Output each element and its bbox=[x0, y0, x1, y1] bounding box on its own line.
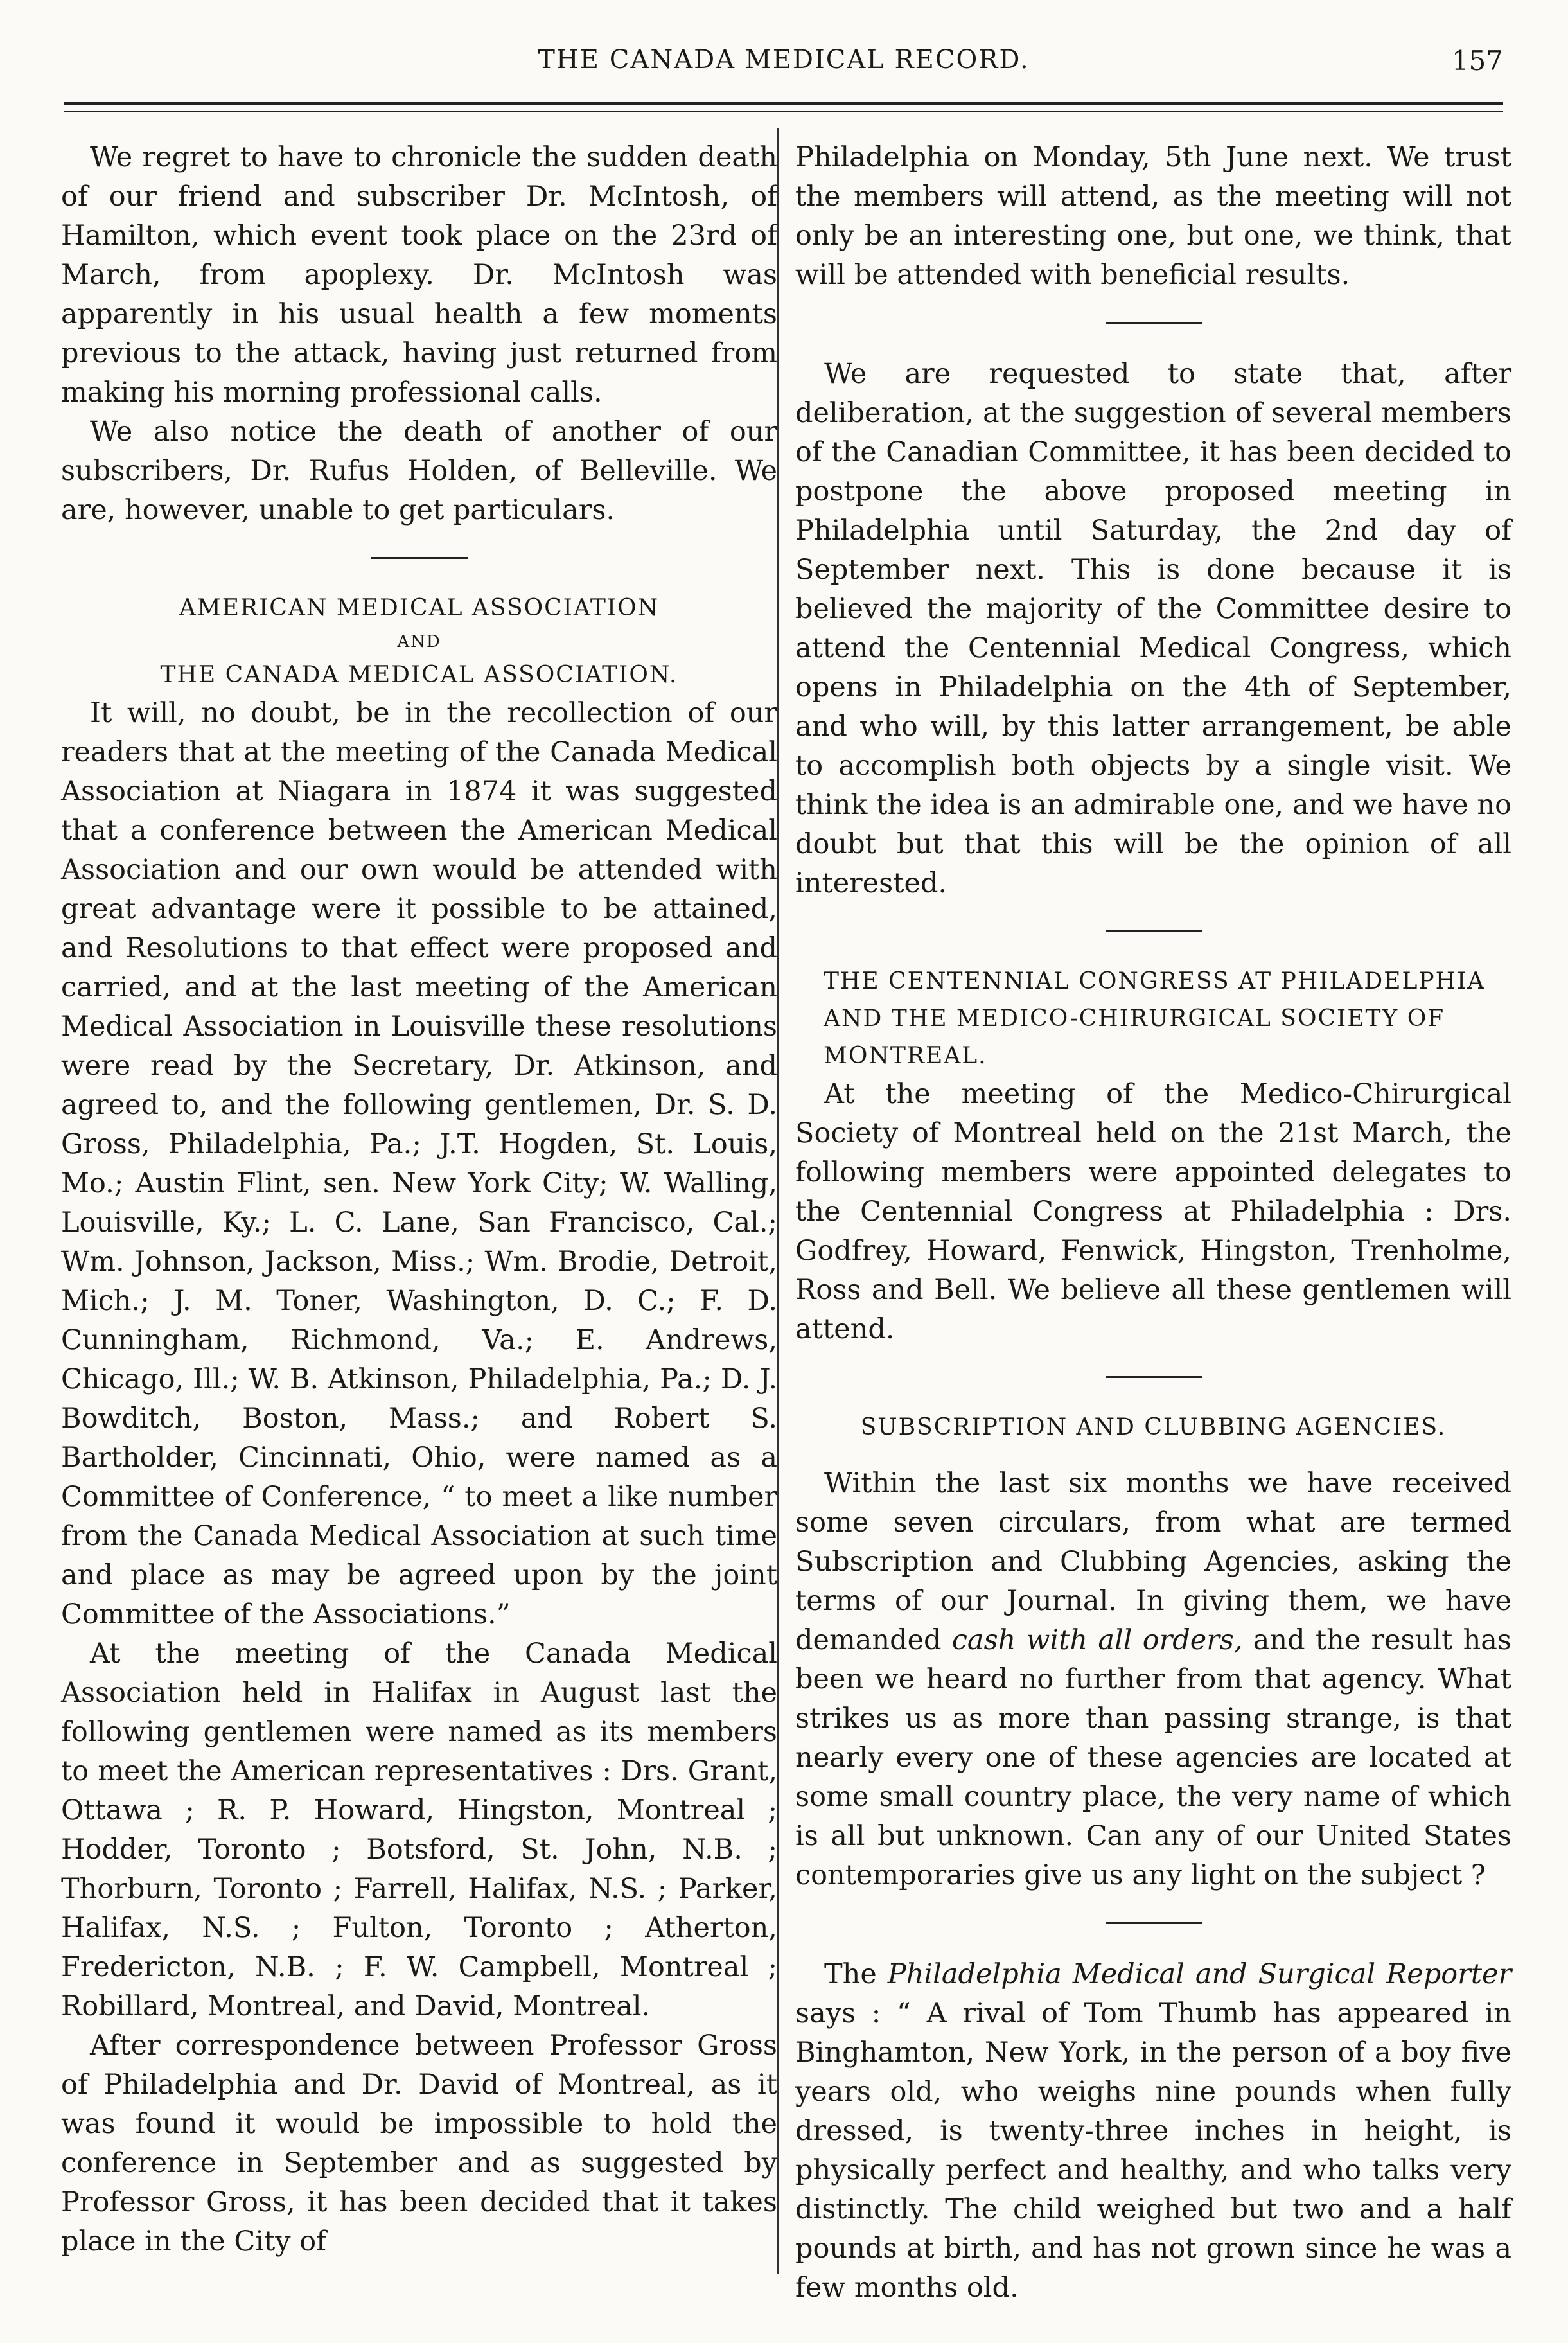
header-rule-thin bbox=[64, 111, 1503, 112]
right-column bbox=[795, 138, 1511, 2308]
page-number: 157 bbox=[1451, 45, 1503, 76]
subscription-heading: SUBSCRIPTION AND CLUBBING AGENCIES. bbox=[860, 1414, 1447, 1440]
ama-paragraph-3: After correspondence between Professor Gross of Philadelphia and Dr. David of Montreal, as it was found it would be impossible to hold the conference in September and as suggested by Professor Gross, it has been decided that it takes place in the City of bbox=[61, 2029, 777, 2258]
postponement-paragraph: We are requested to state that, after deliberation, at the suggestion of several members of the Canadian Committee, it has been decided to postpone the above proposed meeting in Philadelphia until Saturday, the 2nd day of September next. This is done because it is believed the majority of the Committee desire to attend the Centennial Medical Congress, which opens in Philadelphia on the 4th of September, and who will, by this latter arrangement, be able to accomplish both objects by a single visit. We think the idea is an admirable one, and we have no doubt but that this will be the opinion of all interested. bbox=[795, 358, 1511, 899]
obituary-holden: We also notice the death of another of our subscribers, Dr. Rufus Holden, of Belleville. We are, however, unable to get particulars. bbox=[61, 416, 777, 526]
tom-thumb-paragraph: The Philadelphia Medical and Surgical Reporter says : “ A rival of Tom Thumb has appeared in Binghamton, New York, in the person of a boy five years old, who weighs nine pounds when fully dressed, is twenty-three inches in height, is physically perfect and healthy, and who talks very distinctly. The child weighed but two and a half pounds at birth, and has not grown since he was a few months old. bbox=[795, 1958, 1511, 2304]
section-divider bbox=[1106, 1376, 1202, 1378]
section-divider bbox=[1106, 930, 1202, 932]
centennial-paragraph: At the meeting of the Medico-Chirurgical Society of Montreal held on the 21st March, the following members were appointed delegates to the Centennial Congress at Philadelphia : Drs. Godfrey, Howard, Fenwick, Hingston, Trenholme, Ross and Bell. We believe all these gentlemen will attend. bbox=[795, 1078, 1511, 1345]
obituary-mcintosh: We regret to have to chronicle the sudden death of our friend and subscriber Dr. McIntosh, of Hamilton, which event took place on the 23rd of March, from apoplexy. Dr. McIntosh was apparently in his usual health a few moments previous to the attack, having just returned from making his morning professional calls. bbox=[61, 141, 777, 409]
left-column bbox=[61, 138, 777, 2261]
ama-paragraph-1: It will, no doubt, be in the recollection of our readers that at the meeting of the Canada Medical Association at Niagara in 1874 it was suggested that a conference between the American Medical Association and our own would be attended with great advantage were it possible to be attained, and Resolutions to that effect were proposed and carried, and at the last meeting of the American Medical Association in Louisville these resolutions were read by the Secretary, Dr. Atkinson, and agreed to, and the following gentlemen, Dr. S. D. Gross, Philadelphia, Pa.; J.T. Hogden, St. Louis, Mo.; Austin Flint, sen. New York City; W. Walling, Louisville, Ky.; L. C. Lane, San Francisco, Cal.; Wm. Johnson, Jackson, Miss.; Wm. Brodie, Detroit, Mich.; J. M. Toner, Washington, D. C.; F. D. Cunningham, Richmond, Va.; E. Andrews, Chicago, Ill.; W. B. Atkinson, Philadelphia, Pa.; D. J. Bowditch, Boston, Mass.; and Robert S. Bartholder, Cincinnati, Ohio, were named as a Committee of Conference, “ to meet a like number from the Canada Medical Association at such time and place as may be agreed upon by the joint Committee of the Associations.” bbox=[61, 697, 777, 1631]
section-divider bbox=[1106, 322, 1202, 324]
ama-heading-line-2: AND bbox=[397, 632, 441, 651]
ama-continuation: Philadelphia on Monday, 5th June next. We trust the members will attend, as the meeting will not only be an interesting one, but one, we think, that will be attended with beneficial results. bbox=[795, 141, 1511, 291]
header-rule-thick bbox=[64, 102, 1503, 105]
ama-heading-line-1: AMERICAN MEDICAL ASSOCIATION bbox=[179, 595, 660, 621]
page-header bbox=[64, 45, 1503, 96]
centennial-heading: THE CENTENNIAL CONGRESS AT PHILADELPHIA AND THE MEDICO-CHIRURGICAL SOCIETY OF MONTREAL. bbox=[824, 968, 1486, 1069]
ama-paragraph-2: At the meeting of the Canada Medical Association held in Halifax in August last the following gentlemen were named as its members to meet the American representatives : Drs. Grant, Ottawa ; R. P. Howard, Hingston, Montreal ; Hodder, Toronto ; Botsford, St. John, N.B. ; Thorburn, Toronto ; Farrell, Halifax, N.S. ; Parker, Halifax, N.S. ; Fulton, Toronto ; Atherton, Fredericton, N.B. ; F. W. Campbell, Montreal ; Robillard, Montreal, and David, Montreal. bbox=[61, 1638, 777, 2022]
emphasis-cash-orders: cash with all orders, bbox=[951, 1624, 1243, 1656]
journal-title: Philadelphia Medical and Surgical Reporter bbox=[887, 1958, 1511, 1990]
running-title: THE CANADA MEDICAL RECORD. bbox=[538, 45, 1030, 75]
section-divider bbox=[371, 557, 468, 559]
section-divider bbox=[1106, 1922, 1202, 1924]
column-rule bbox=[777, 128, 779, 2274]
ama-heading-line-3: THE CANADA MEDICAL ASSOCIATION. bbox=[160, 662, 678, 688]
subscription-paragraph: Within the last six months we have received some seven circulars, from what are termed Subscription and Clubbing Agencies, asking the terms of our Journal. In giving them, we have demanded cash with all orders, and the result has been we heard no further from that agency. What strikes us as more than passing strange, is that nearly every one of these agencies are located at some small country place, the very name of which is all but unknown. Can any of our United States contemporaries give us any light on the subject ? bbox=[795, 1467, 1511, 1891]
